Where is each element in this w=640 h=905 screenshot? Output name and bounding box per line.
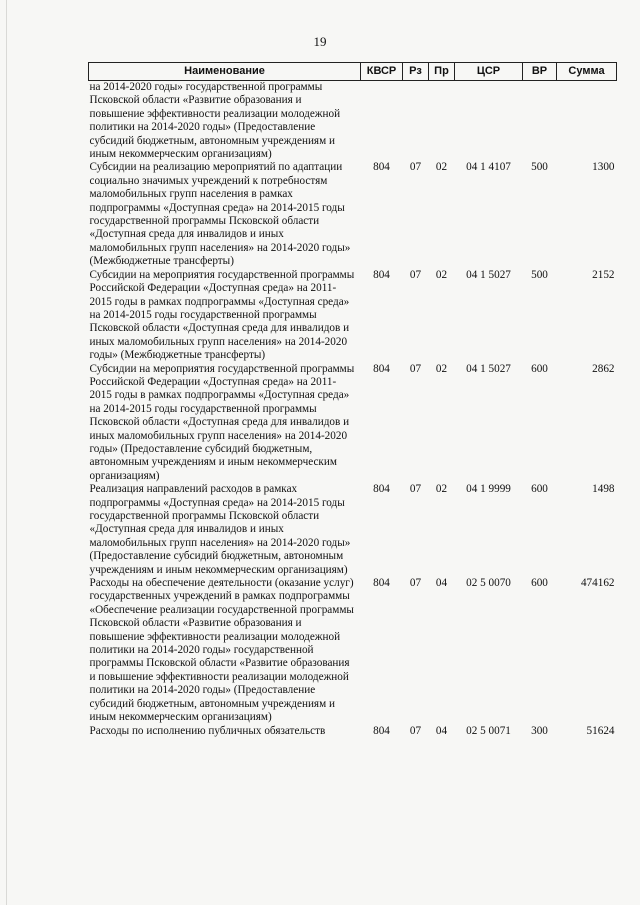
row-kvsr: 804 [373, 268, 390, 281]
row-sum: 474162 [580, 577, 615, 590]
row-pr: 04 [435, 724, 448, 737]
row-sum: 1300 [592, 161, 615, 174]
row-csr [455, 81, 523, 162]
column-header-sum: Сумма [557, 63, 617, 81]
table-row [89, 269, 617, 363]
row-vr: 500 [531, 161, 548, 174]
column-header-name: Наименование [89, 63, 361, 81]
row-pr: 02 [435, 268, 448, 281]
row-kvsr [361, 81, 403, 162]
row-rz: 07 [409, 577, 422, 590]
row-rz: 07 [409, 362, 422, 375]
row-rz [403, 81, 429, 162]
row-name: Расходы по исполнению публичных обязательств [89, 724, 326, 737]
row-vr [523, 81, 557, 162]
scan-edge-line [6, 0, 7, 905]
row-name: на 2014-2020 годы» государственной программы Псковской области «Развитие образования и повышение эффективности реализации молодежной политики на 2014-2020 годы» (Предоставление субсидий бюджетным, автономным учреждениям и иным некоммерческим организациям) [89, 81, 341, 161]
row-pr: 02 [435, 362, 448, 375]
row-kvsr: 804 [373, 161, 390, 174]
row-name: Субсидии на мероприятия государственной программы Российской Федерации «Доступная среда» на 2011-2015 годы в рамках подпрограммы «Доступная среда» на 2014-2015 годы государственной программы Псковской области «Доступная среда для инвалидов и иных маломобильных групп населения» на 2014-2020 годы» (Предоставление субсидий бюджетным, автономным учреждениям и иным некоммерческим организациям) [89, 362, 355, 482]
row-name: Субсидии на мероприятия государственной программы Российской Федерации «Доступная среда» на 2011-2015 годы в рамках подпрограммы «Доступная среда» на 2014-2015 годы государственной программы Псковской области «Доступная среда для инвалидов и иных маломобильных групп населения» на 2014-2020 годы» (Межбюджетные трансферты) [89, 268, 355, 362]
budget-table [88, 62, 617, 738]
row-vr: 600 [531, 483, 548, 496]
row-pr: 04 [435, 577, 448, 590]
row-csr: 04 1 4107 [466, 161, 511, 174]
row-csr: 02 5 0071 [466, 724, 511, 737]
row-kvsr: 804 [373, 577, 390, 590]
row-vr: 600 [531, 362, 548, 375]
row-kvsr: 804 [373, 483, 390, 496]
table-row [89, 483, 617, 577]
row-pr [429, 81, 455, 162]
row-kvsr: 804 [373, 724, 390, 737]
row-rz: 07 [409, 268, 422, 281]
row-csr: 04 1 5027 [466, 268, 511, 281]
row-csr: 04 1 9999 [466, 483, 511, 496]
row-sum: 51624 [586, 724, 615, 737]
row-name: Реализация направлений расходов в рамках подпрограммы «Доступная среда» на 2014-2015 годы государственной программы Псковской области «Доступная среда для инвалидов и иных маломобильных групп населения» на 2014-2020 годы» (Предоставление субсидий бюджетным, автономным учреждениям и иным некоммерческим организациям) [89, 483, 351, 576]
row-name: Субсидии на реализацию мероприятий по адаптации социально значимых учреждений к потребностям маломобильных групп населения в рамках подпрограммы «Доступная среда» на 2014-2015 годы государственной программы Псковской области «Доступная среда для инвалидов и иных маломобильных групп населения» на 2014-2020 годы» (Межбюджетные трансферты) [89, 161, 351, 268]
table-header-row [89, 63, 617, 81]
row-vr: 300 [531, 724, 548, 737]
table-row [89, 725, 617, 738]
row-rz: 07 [409, 161, 422, 174]
row-sum: 1498 [592, 483, 615, 496]
row-kvsr: 804 [373, 362, 390, 375]
row-sum [557, 81, 617, 162]
row-vr: 500 [531, 268, 548, 281]
column-header-rz: Рз [403, 63, 429, 81]
column-header-pr: Пр [429, 63, 455, 81]
row-rz: 07 [409, 724, 422, 737]
row-sum: 2862 [592, 362, 615, 375]
table-row [89, 81, 617, 162]
row-pr: 02 [435, 161, 448, 174]
page-number: 19 [313, 34, 327, 49]
table-row [89, 161, 617, 268]
row-name: Расходы на обеспечение деятельности (оказание услуг) государственных учреждений в рамках подпрограммы «Обеспечение реализации государственной программы Псковской области «Развитие образования и повышение эффективности реализации молодежной политики на 2014-2020 годы» государственной программы Псковской области «Развитие образования и повышение эффективности реализации молодежной политики на 2014-2020 годы» (Предоставление субсидий бюджетным, автономным учреждениям и иным некоммерческим организациям) [89, 577, 354, 724]
column-header-vr: ВР [523, 63, 557, 81]
row-sum: 2152 [592, 268, 615, 281]
row-csr: 04 1 5027 [466, 362, 511, 375]
table-row [89, 363, 617, 484]
column-header-kvsr: КВСР [361, 63, 403, 81]
row-pr: 02 [435, 483, 448, 496]
row-rz: 07 [409, 483, 422, 496]
column-header-csr: ЦСР [455, 63, 523, 81]
row-csr: 02 5 0070 [466, 577, 511, 590]
row-vr: 600 [531, 577, 548, 590]
table-row [89, 577, 617, 724]
